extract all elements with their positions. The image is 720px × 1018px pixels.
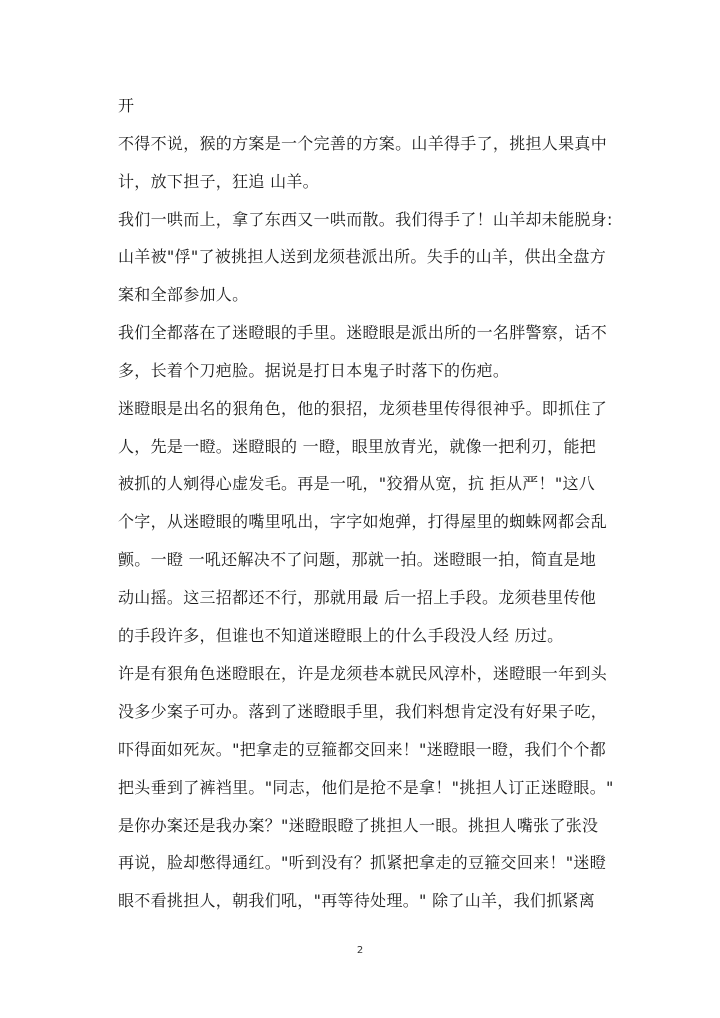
text-line: 我们全都落在了迷瞪眼的手里。迷瞪眼是派出所的一名胖警察，话不 bbox=[118, 323, 608, 342]
text-line: 的手段许多，但谁也不知道迷瞪眼上的什么手段没人经 历过。 bbox=[118, 626, 564, 645]
text-line: 计，放下担子，狂追 山羊。 bbox=[118, 172, 319, 191]
text-line: 没多少案子可办。落到了迷瞪眼手里，我们料想肯定没有好果子吃， bbox=[118, 702, 608, 721]
text-line: 再说，脸却憋得通红。"听到没有？抓紧把拿走的豆箍交回来！"迷瞪 bbox=[118, 853, 607, 872]
text-line: 许是有狠角色迷瞪眼在，许是龙须巷本就民风淳朴，迷瞪眼一年到头 bbox=[118, 664, 608, 683]
text-line: 个字，从迷瞪眼的嘴里吼出，字字如炮弹，打得屋里的蜘蛛网都会乱 bbox=[118, 512, 608, 531]
text-line: 动山摇。这三招都还不行，那就用最 后一招上手段。龙须巷里传他 bbox=[118, 588, 597, 607]
text-line: 颤。一瞪 一吼还解决不了问题，那就一拍。迷瞪眼一拍，简直是地 bbox=[118, 550, 597, 569]
text-line: 迷瞪眼是出名的狠角色，他的狠招，龙须巷里传得很神乎。即抓住了 bbox=[118, 399, 608, 418]
text-line: 山羊被"俘"了被挑担人送到龙须巷派出所。失手的山羊，供出全盘方 bbox=[118, 247, 607, 266]
text-line: 吓得面如死灰。"把拿走的豆箍都交回来！"迷瞪眼一瞪，我们个个都 bbox=[118, 740, 607, 759]
text-line: 被抓的人剜得心虚发毛。再是一吼，"狡猾从宽，抗 拒从严！"这八 bbox=[118, 474, 596, 493]
text-line: 是你办案还是我办案？"迷瞪眼瞪了挑担人一眼。挑担人嘴张了张没 bbox=[118, 816, 599, 835]
text-line: 多，长着个刀疤脸。据说是打日本鬼子时落下的伤疤。 bbox=[118, 361, 510, 380]
text-line: 眼不看挑担人，朝我们吼，"再等待处理。" 除了山羊，我们抓紧离 bbox=[118, 891, 596, 910]
text-line: 把头垂到了裤裆里。"同志，他们是抢不是拿！"挑担人订正迷瞪眼。" bbox=[118, 778, 614, 797]
text-line: 不得不说，猴的方案是一个完善的方案。山羊得手了，挑担人果真中 bbox=[118, 134, 608, 153]
page-number: 2 bbox=[356, 945, 364, 956]
text-line: 案和全部参加人。 bbox=[118, 285, 249, 304]
text-line: 人，先是一瞪。迷瞪眼的 一瞪，眼里放青光，就像一把利刃，能把 bbox=[118, 437, 597, 456]
text-line: 开 bbox=[118, 96, 135, 115]
text-line: 我们一哄而上，拿了东西又一哄而散。我们得手了！山羊却未能脱身: bbox=[118, 210, 613, 229]
